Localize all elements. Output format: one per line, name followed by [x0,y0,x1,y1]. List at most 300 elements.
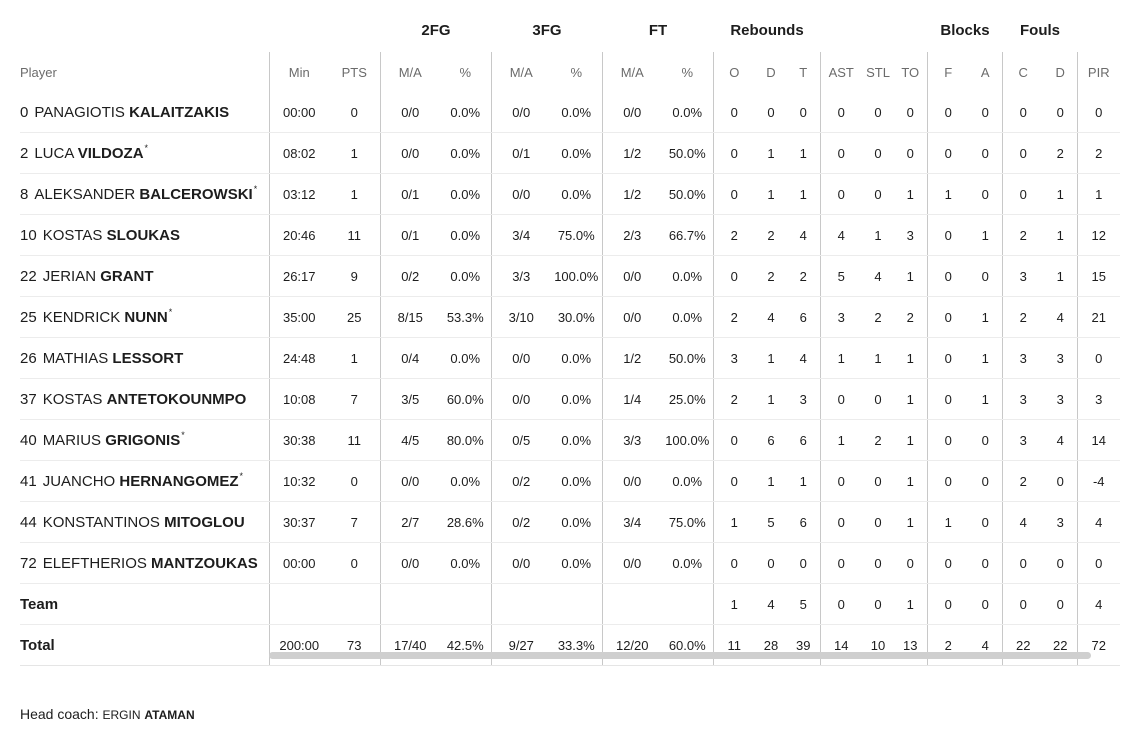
cell-foul-c: 2 [1002,215,1044,256]
player-row[interactable] [20,379,1120,420]
cell-pts: 11 [329,215,380,256]
cell-blk-f: 1 [927,502,969,543]
cell-foul-d: 0 [1044,92,1077,133]
cell-pir: 4 [1077,502,1120,543]
cell-min: 00:00 [269,92,329,133]
cell-to: 2 [894,297,927,338]
cell-ft-pct: 0.0% [662,256,713,297]
header-fg2-ma: M/A [380,52,440,92]
cell-fg2-ma: 0/0 [380,133,440,174]
player-first-name: ALEKSANDER [34,185,136,203]
cell-fg3-pct: 100.0% [551,256,602,297]
header-min: Min [269,52,329,92]
cell-blk-a: 0 [969,461,1002,502]
cell-fg3-pct [551,584,602,625]
cell-fg3-pct: 0.0% [551,174,602,215]
cell-blk-f: 0 [927,420,969,461]
cell-fg3-ma: 0/5 [491,420,551,461]
cell-foul-c: 0 [1002,174,1044,215]
player-first-name: KOSTAS [42,226,103,244]
cell-reb-o: 1 [713,502,755,543]
cell-pts: 9 [329,256,380,297]
cell-reb-d: 0 [755,543,787,584]
cell-fg2-pct: 53.3% [440,297,491,338]
cell-reb-t: 3 [787,379,820,420]
group-fouls: Fouls [1020,22,1060,39]
player-name-cell[interactable] [20,256,269,297]
cell-min: 20:46 [269,215,329,256]
cell-ft-ma: 0/0 [602,92,662,133]
cell-fg3-ma: 0/0 [491,92,551,133]
cell-fg3-pct: 0.0% [551,461,602,502]
group-2fg: 2FG [421,22,451,39]
player-last-name: GRANT [100,267,154,285]
column-header-row [20,52,1120,92]
cell-reb-d: 28 [755,625,787,666]
cell-stl: 0 [862,174,894,215]
cell-fg3-ma: 0/0 [491,543,551,584]
cell-reb-d: 4 [755,297,787,338]
player-last-name: MITOGLOU [164,513,245,531]
cell-fg3-ma: 9/27 [491,625,551,666]
cell-ft-pct: 0.0% [662,461,713,502]
cell-ast: 1 [820,420,862,461]
player-name-cell[interactable] [20,420,269,461]
player-name-cell[interactable] [20,543,269,584]
cell-pts: 7 [329,502,380,543]
cell-stl: 1 [862,215,894,256]
cell-reb-o: 0 [713,543,755,584]
cell-fg2-pct: 0.0% [440,338,491,379]
cell-reb-o: 2 [713,215,755,256]
starter-marker: * [181,429,185,440]
cell-ft-ma: 1/4 [602,379,662,420]
cell-stl: 0 [862,133,894,174]
cell-ast: 0 [820,543,862,584]
cell-pir: 72 [1077,625,1120,666]
player-last-name: VILDOZA [77,144,144,162]
cell-to: 0 [894,133,927,174]
cell-min: 08:02 [269,133,329,174]
cell-ft-pct: 50.0% [662,338,713,379]
cell-ast: 14 [820,625,862,666]
cell-ast: 4 [820,215,862,256]
cell-foul-c: 2 [1002,297,1044,338]
cell-blk-a: 4 [969,625,1002,666]
cell-stl: 1 [862,338,894,379]
cell-min: 10:32 [269,461,329,502]
cell-reb-t: 1 [787,133,820,174]
cell-ft-ma: 0/0 [602,256,662,297]
cell-foul-d: 22 [1044,625,1077,666]
cell-ft-ma [602,584,662,625]
cell-pir: 0 [1077,543,1120,584]
cell-foul-c: 2 [1002,461,1044,502]
cell-blk-f: 0 [927,461,969,502]
cell-min [269,584,329,625]
cell-ft-pct: 25.0% [662,379,713,420]
cell-blk-a: 1 [969,379,1002,420]
player-row[interactable] [20,502,1120,543]
cell-fg3-ma: 0/0 [491,338,551,379]
cell-ft-ma: 0/0 [602,461,662,502]
cell-fg3-ma: 3/10 [491,297,551,338]
cell-blk-f: 0 [927,379,969,420]
cell-blk-a: 1 [969,338,1002,379]
player-number: 22 [20,267,37,285]
cell-fg2-ma: 0/4 [380,338,440,379]
cell-pts: 73 [329,625,380,666]
group-3fg: 3FG [532,22,562,39]
cell-fg3-ma: 3/4 [491,215,551,256]
player-name-cell[interactable] [20,338,269,379]
player-first-name: JUANCHO [42,472,116,490]
cell-foul-d: 1 [1044,256,1077,297]
cell-reb-d: 2 [755,256,787,297]
cell-reb-o: 0 [713,256,755,297]
player-first-name: KENDRICK [42,308,121,326]
header-pts: PTS [341,64,367,80]
cell-blk-a: 0 [969,133,1002,174]
cell-foul-d: 0 [1044,461,1077,502]
player-name-cell[interactable] [20,174,269,215]
cell-reb-d: 1 [755,461,787,502]
cell-stl: 0 [862,461,894,502]
cell-min: 200:00 [269,625,329,666]
header-foul-d: D [1055,64,1065,80]
player-last-name: NUNN [124,308,168,326]
cell-pir: 15 [1077,256,1120,297]
cell-ft-ma: 1/2 [602,174,662,215]
player-number: 37 [20,390,37,408]
header-foul-c: C [1002,52,1044,92]
cell-ast: 0 [820,92,862,133]
cell-reb-o: 0 [713,461,755,502]
starter-marker: * [239,470,244,481]
player-name-cell[interactable] [20,461,269,502]
starter-marker: * [168,306,173,317]
cell-foul-d: 4 [1044,297,1077,338]
cell-reb-d: 1 [755,338,787,379]
cell-reb-t: 2 [787,256,820,297]
cell-stl: 0 [862,92,894,133]
cell-min: 03:12 [269,174,329,215]
player-first-name: ELEFTHERIOS [42,554,147,572]
cell-pts: 0 [329,461,380,502]
cell-fg2-ma: 17/40 [380,625,440,666]
cell-ft-ma: 1/2 [602,133,662,174]
cell-fg2-ma: 0/1 [380,215,440,256]
player-stats-table [20,52,1120,666]
cell-foul-c: 0 [1002,133,1044,174]
player-row[interactable] [20,215,1120,256]
cell-ast: 5 [820,256,862,297]
horizontal-scrollbar[interactable] [269,652,1091,659]
cell-ft-pct [662,584,713,625]
cell-blk-a: 0 [969,92,1002,133]
cell-fg3-pct: 0.0% [551,420,602,461]
player-name-cell[interactable] [20,133,269,174]
cell-reb-t: 6 [787,502,820,543]
player-first-name: KOSTAS [42,390,103,408]
head-coach-first-name: ERGIN [102,708,141,722]
player-last-name: SLOUKAS [106,226,180,244]
cell-min: 30:38 [269,420,329,461]
header-player: Player [20,64,57,80]
cell-reb-o: 1 [713,584,755,625]
cell-reb-t: 4 [787,215,820,256]
header-fg3-pct: % [570,64,583,80]
cell-to: 13 [894,625,927,666]
player-row[interactable] [20,174,1120,215]
cell-fg3-ma: 0/0 [491,379,551,420]
cell-fg3-pct: 0.0% [551,133,602,174]
player-row[interactable] [20,133,1120,174]
cell-to: 1 [894,420,927,461]
cell-foul-c: 4 [1002,502,1044,543]
cell-fg3-pct: 30.0% [551,297,602,338]
cell-pir: 1 [1077,174,1120,215]
player-last-name: MANTZOUKAS [151,554,258,572]
player-number: 10 [20,226,37,244]
cell-foul-d: 1 [1044,174,1077,215]
cell-pir: -4 [1077,461,1120,502]
player-name-cell[interactable] [20,379,269,420]
cell-ft-ma: 1/2 [602,338,662,379]
cell-reb-d: 2 [755,215,787,256]
player-name-cell[interactable] [20,92,269,133]
cell-fg2-ma: 0/0 [380,461,440,502]
cell-foul-c: 22 [1002,625,1044,666]
header-ast: AST [820,52,862,92]
player-last-name: GRIGONIS [105,431,181,449]
cell-reb-o: 2 [713,379,755,420]
starter-marker: * [144,142,149,153]
cell-reb-t: 1 [787,174,820,215]
player-number: 0 [20,103,29,121]
player-row[interactable] [20,461,1120,502]
cell-fg3-ma [491,584,551,625]
header-reb-t: T [799,64,808,80]
header-to: TO [901,64,920,80]
cell-stl: 0 [862,543,894,584]
header-ft-pct: % [681,64,694,80]
cell-blk-f: 0 [927,256,969,297]
cell-blk-a: 0 [969,543,1002,584]
cell-pir: 21 [1077,297,1120,338]
cell-pir: 14 [1077,420,1120,461]
cell-reb-t: 1 [787,461,820,502]
cell-pts: 7 [329,379,380,420]
cell-fg3-pct: 0.0% [551,338,602,379]
header-reb-o: O [713,52,755,92]
cell-fg2-pct: 0.0% [440,543,491,584]
cell-stl: 0 [862,584,894,625]
player-row[interactable] [20,297,1120,338]
cell-fg2-pct: 0.0% [440,256,491,297]
player-first-name: MATHIAS [42,349,109,367]
player-row[interactable] [20,256,1120,297]
cell-reb-t: 6 [787,297,820,338]
cell-stl: 2 [862,297,894,338]
player-name-cell[interactable] [20,502,269,543]
header-pir: PIR [1077,52,1120,92]
group-blocks: Blocks [940,22,990,39]
cell-reb-t: 6 [787,420,820,461]
cell-to: 1 [894,379,927,420]
cell-fg2-ma: 8/15 [380,297,440,338]
cell-reb-o: 2 [713,297,755,338]
cell-fg3-pct: 0.0% [551,543,602,584]
cell-reb-d: 1 [755,174,787,215]
player-row[interactable] [20,338,1120,379]
player-row[interactable] [20,543,1120,584]
cell-fg3-ma: 0/2 [491,461,551,502]
cell-pts: 0 [329,92,380,133]
cell-reb-o: 3 [713,338,755,379]
cell-fg2-ma: 0/0 [380,92,440,133]
cell-to: 1 [894,584,927,625]
cell-pir: 3 [1077,379,1120,420]
cell-blk-a: 1 [969,215,1002,256]
header-blk-f: F [927,52,969,92]
header-ft-ma: M/A [602,52,662,92]
cell-min: 10:08 [269,379,329,420]
cell-foul-c: 3 [1002,256,1044,297]
cell-reb-t: 5 [787,584,820,625]
cell-reb-d: 1 [755,379,787,420]
cell-to: 1 [894,338,927,379]
cell-blk-f: 0 [927,92,969,133]
cell-foul-d: 0 [1044,543,1077,584]
cell-blk-f: 0 [927,297,969,338]
player-first-name: KONSTANTINOS [42,513,160,531]
cell-reb-d: 1 [755,133,787,174]
total-row-label: Total [20,625,269,666]
header-reb-d: D [766,64,776,80]
cell-pir: 2 [1077,133,1120,174]
cell-pir: 12 [1077,215,1120,256]
cell-reb-d: 6 [755,420,787,461]
head-coach-last-name: ATAMAN [144,708,195,722]
header-fg3-ma: M/A [491,52,551,92]
cell-stl: 0 [862,379,894,420]
cell-reb-o: 0 [713,174,755,215]
cell-blk-a: 0 [969,256,1002,297]
cell-reb-o: 11 [713,625,755,666]
cell-pir: 0 [1077,338,1120,379]
cell-ft-ma: 2/3 [602,215,662,256]
cell-stl: 10 [862,625,894,666]
team-row-label: Team [20,584,269,625]
player-row[interactable] [20,420,1120,461]
player-number: 40 [20,431,37,449]
cell-fg2-pct: 0.0% [440,174,491,215]
cell-to: 1 [894,256,927,297]
cell-blk-a: 0 [969,584,1002,625]
group-ft: FT [648,22,668,39]
cell-foul-d: 1 [1044,215,1077,256]
cell-blk-f: 0 [927,215,969,256]
cell-to: 3 [894,215,927,256]
cell-blk-f: 0 [927,584,969,625]
cell-fg2-pct: 0.0% [440,92,491,133]
cell-reb-t: 0 [787,543,820,584]
cell-reb-d: 0 [755,92,787,133]
cell-ft-ma: 0/0 [602,297,662,338]
cell-blk-a: 0 [969,420,1002,461]
cell-stl: 2 [862,420,894,461]
cell-fg2-ma: 2/7 [380,502,440,543]
group-rebounds: Rebounds [730,22,804,39]
cell-foul-d: 2 [1044,133,1077,174]
cell-min: 26:17 [269,256,329,297]
cell-fg2-ma: 0/2 [380,256,440,297]
cell-ft-pct: 66.7% [662,215,713,256]
player-last-name: BALCEROWSKI [139,185,253,203]
cell-ast: 0 [820,502,862,543]
cell-pts [329,584,380,625]
cell-ft-pct: 50.0% [662,174,713,215]
cell-fg2-pct: 0.0% [440,133,491,174]
cell-fg2-pct: 80.0% [440,420,491,461]
cell-fg3-pct: 75.0% [551,215,602,256]
cell-blk-f: 0 [927,543,969,584]
cell-pts: 1 [329,338,380,379]
player-number: 25 [20,308,37,326]
cell-foul-c: 3 [1002,420,1044,461]
cell-foul-c: 0 [1002,543,1044,584]
player-number: 72 [20,554,37,572]
cell-min: 00:00 [269,543,329,584]
cell-ft-ma: 3/4 [602,502,662,543]
cell-fg2-pct: 42.5% [440,625,491,666]
cell-pts: 1 [329,174,380,215]
cell-reb-d: 5 [755,502,787,543]
header-blk-a: A [980,64,990,80]
cell-min: 35:00 [269,297,329,338]
cell-pir: 0 [1077,92,1120,133]
cell-fg2-ma [380,584,440,625]
cell-foul-c: 3 [1002,338,1044,379]
cell-blk-a: 1 [969,297,1002,338]
cell-fg3-ma: 3/3 [491,256,551,297]
player-name-cell[interactable] [20,215,269,256]
cell-pts: 1 [329,133,380,174]
header-fg2-pct: % [459,64,472,80]
player-name-cell[interactable] [20,297,269,338]
cell-blk-f: 1 [927,174,969,215]
cell-blk-a: 0 [969,174,1002,215]
cell-fg3-ma: 0/0 [491,174,551,215]
head-coach-label: Head coach: [20,706,99,722]
cell-fg2-ma: 3/5 [380,379,440,420]
cell-foul-c: 3 [1002,379,1044,420]
player-first-name: LUCA [34,144,74,162]
cell-to: 1 [894,174,927,215]
cell-pts: 25 [329,297,380,338]
cell-foul-d: 3 [1044,502,1077,543]
cell-fg2-ma: 0/0 [380,543,440,584]
cell-to: 0 [894,543,927,584]
cell-ft-pct: 0.0% [662,92,713,133]
player-number: 8 [20,185,29,203]
player-row[interactable] [20,92,1120,133]
cell-ft-pct: 75.0% [662,502,713,543]
cell-blk-f: 0 [927,133,969,174]
cell-fg3-pct: 0.0% [551,92,602,133]
cell-min: 30:37 [269,502,329,543]
